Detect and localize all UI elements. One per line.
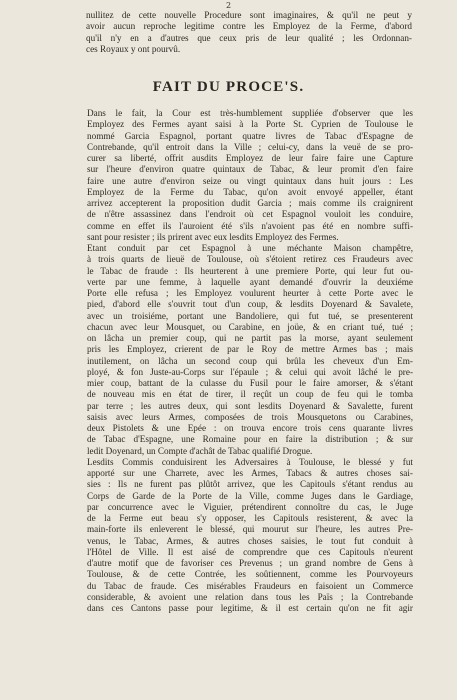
text-line: saisis avec leurs Armes, composées de trois Mousquetons ou Carabines,	[87, 411, 413, 422]
text-line: faire une autre d'environ seize ou vingt quintaux dans huit jours : Les	[87, 175, 413, 186]
text-line: deux Pistolets & une Epée : on trouva encore trois cens quarante livres	[87, 423, 413, 433]
text-line: comme en effet ils l'auroient été s'ils n'avoient pas été en nombre suffi-	[87, 220, 413, 231]
text-line: du Tabac de fraude. Ces misérables Fraudeurs en faisoient un Commerce	[87, 580, 413, 591]
text-line: par terre ; les autres deux, qui sont lesdits Doyenard & Savalette, furent	[87, 400, 413, 411]
text-line: le Tabac de fraude : Ils heurterent à une premiere Porte, qui leur fut ou-	[87, 265, 413, 276]
text-line: curer sa liberté, offrit ausdits Employez de leur faire faire une Capture	[87, 153, 413, 163]
text-line: ployé, & fon Juste-au-Corps sur l'épaule ; & celui qui avoit lâché le pre-	[87, 366, 413, 377]
text-line: sies : Ils ne furent pas plûtôt arrivez, que les Capitouls s'étant rendus au	[87, 479, 413, 490]
text-line: Toulouse, & de cette Contrée, les soûtiennent, comme les Pourvoyeurs	[87, 569, 413, 580]
text-line: pied, d'abord elle s'ouvrit tout d'un coup, & lesdits Doyenard & Savalete,	[87, 299, 413, 310]
text-line: dans ces Cantons passe pour legitime, & il est certain qu'on ne fit agir	[87, 603, 413, 613]
text-line: verte par une femme, à laquelle ayant demandé d'ouvrir la deuxiéme	[87, 276, 413, 287]
page-number: 2	[225, 1, 232, 10]
text-line: ledit Doyenard, un Compte d'achât de Tabac qualifié Drogue.	[87, 445, 313, 456]
text-line: Lesdits Commis conduisirent les Adversaires à Toulouse, le blessé y fut	[87, 456, 413, 467]
text-line: avec un troisiéme, portant une Bandoliere, qui fut tué, se presenterent	[87, 310, 413, 321]
text-line: par concurrence avec le Viguier, prétendirent connoître du cas, le Juge	[87, 501, 413, 512]
text-line: chacun avec leur Mousquet, ou Carabine, en joüe, & en criant tué, tué ;	[87, 321, 413, 332]
text-line: arrivez accepterent la proposition dudit Garcia ; mais comme ils craignirent	[87, 198, 413, 208]
text-line: mier coup, battant de la culasse du Fusil pour le faire amorser, & s'étant	[87, 378, 413, 388]
text-line: venus, le Tabac, Armes, & autres choses saisies, le tout fut conduit à	[87, 535, 413, 546]
section-heading: FAIT DU PROCE'S.	[152, 79, 305, 95]
text-line: Etant conduit par cet Espagnol à une méchante Maison champêtre,	[87, 243, 413, 253]
text-line: de la Ferme eut beau s'y opposer, les Capitouls resisterent, & avec la	[87, 513, 413, 523]
text-line: l'Hôtel de Ville. Il est aisé de comprendre que ces Capitouls n'eurent	[87, 546, 413, 557]
intro-paragraph	[86, 10, 412, 55]
text-line: Dans le fait, la Cour est très-humblement suppliée d'observer que les	[87, 108, 413, 118]
text-line: sur l'heure d'environ quatre quintaux de Tabac, & leur promit d'en faire	[87, 164, 413, 175]
text-line: ces Royaux y ont pourvû.	[86, 43, 181, 54]
text-line: Porte elle refusa ; les Employez voulurent heurter à cette Porte avec le	[87, 288, 413, 298]
text-line: inutilement, on lâcha un second coup qui brûla les cheveux d'un Em-	[87, 355, 413, 366]
text-line: à trois quarts de lieuë de Toulouse, où s'étoient retirez ces Fraudeurs avec	[87, 254, 413, 265]
text-line: d'autre motif que de favoriser ces Prevenus ; un grand nombre de Gens à	[87, 558, 413, 568]
text-line: nullitez de cette nouvelle Procedure sont imaginaires, & qu'il ne peut y	[86, 10, 412, 20]
text-line: on lâcha un premier coup, qui ne partit pas la morse, ayant seulement	[87, 333, 413, 343]
text-line: qu'il n'y en a d'autres que ceux pris de leur qualité ; les Ordonnan-	[86, 32, 412, 43]
text-line: sant pour resister ; ils prirent avec eux lesdits Employez des Fermes.	[87, 231, 339, 242]
text-line: avoir aucun reproche legitime contre les Employez de la Ferme, d'abord	[86, 21, 412, 32]
text-line: apporté sur une Charrete, avec les Armes, Tabacs & autres choses sai-	[87, 468, 413, 478]
text-line: de Tabac d'Espagne, une Romaine pour en faire la distribution ; & sur	[87, 434, 413, 445]
text-line: considerable, & avoient une relation dans tous les Païs ; la Contrebande	[87, 591, 413, 602]
text-line: de nouveau mis en état de tirer, il reçût un coup de feu qui le tomba	[87, 389, 413, 400]
text-line: main-forte ils enleverent le blessé, qui mourut sur l'heure, les autres Pre-	[87, 524, 413, 535]
text-line: nommé Garcia Espagnol, portant quatre livres de Tabac d'Espagne de	[87, 130, 413, 141]
text-line: Employez de la Ferme du Tabac, qu'on avoit envoyé appeller, étant	[87, 186, 413, 197]
text-line: Corps de Garde de la Porte de la Ville, comme Juges dans le Gardiage,	[87, 490, 413, 501]
text-line: pris les Employez, crierent de par le Roy de mettre Armes bas ; mais	[87, 344, 413, 355]
text-line: de n'être assassinez dans l'endroit où cet Espagnol vouloit les conduire,	[87, 209, 413, 220]
text-line: Employez des Fermes ayant saisi à la Porte St. Cyprien de Toulouse le	[87, 119, 413, 130]
text-line: Contrebande, qu'il entroit dans la Ville ; celui-cy, dans la veuë de se pro-	[87, 141, 413, 152]
body-paragraphs	[87, 108, 413, 614]
